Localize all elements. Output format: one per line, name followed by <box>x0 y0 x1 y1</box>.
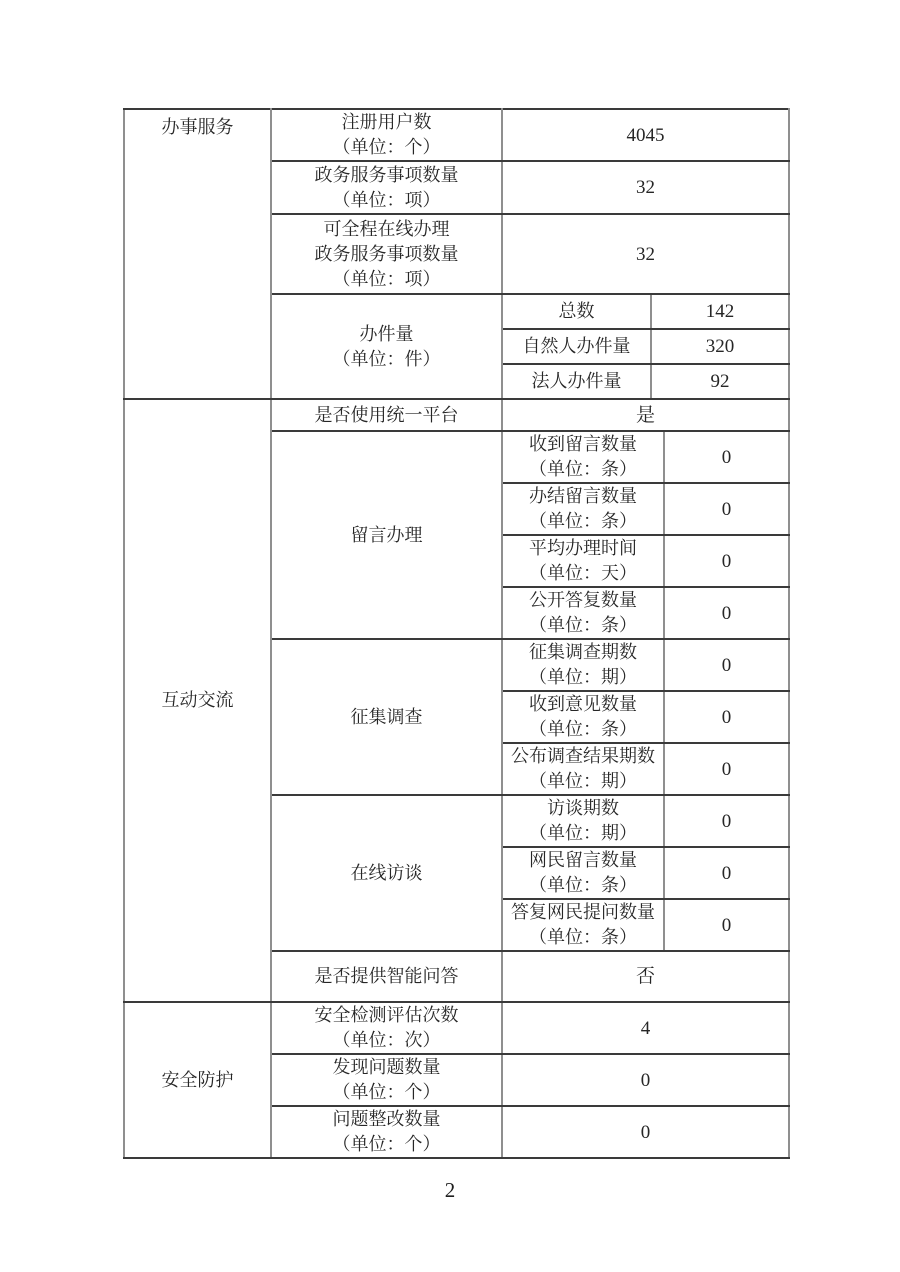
value-messages-resolved: 0 <box>664 483 789 535</box>
value-case-legal-person: 92 <box>651 364 789 399</box>
label-line: 公开答复数量 <box>529 590 637 610</box>
sublabel-netizen-questions-answered <box>502 899 664 951</box>
value-netizen-messages: 0 <box>664 847 789 899</box>
value-security-assessments: 4 <box>502 1002 789 1054</box>
label-line: 收到留言数量 <box>529 434 637 454</box>
value-public-replies: 0 <box>664 587 789 639</box>
unit-line: （单位：期） <box>529 667 637 687</box>
group-cell-interaction: 互动交流 <box>124 399 271 1002</box>
label-online-interview: 在线访谈 <box>271 795 502 951</box>
label-unified-platform: 是否使用统一平台 <box>271 399 502 431</box>
value-messages-received: 0 <box>664 431 789 483</box>
label-security-assessments <box>271 1002 502 1054</box>
unit-line: （单位：项） <box>332 189 441 210</box>
sublabel-messages-received <box>502 431 664 483</box>
sublabel-average-handling-time <box>502 535 664 587</box>
label-line: 问题整改数量 <box>332 1109 441 1129</box>
unit-line: （单位：条） <box>529 615 637 635</box>
label-line: 办结留言数量 <box>529 486 637 506</box>
label-line: 平均办理时间 <box>529 538 637 558</box>
value-opinions-received: 0 <box>664 691 789 743</box>
label-line: 收到意见数量 <box>529 694 637 714</box>
label-line: 公布调查结果期数 <box>511 746 655 766</box>
label-smart-qa: 是否提供智能问答 <box>271 951 502 1002</box>
statistics-table <box>123 108 790 1159</box>
value-full-online-items: 32 <box>502 214 789 294</box>
unit-line: （单位：个） <box>332 1134 441 1154</box>
label-line: 发现问题数量 <box>332 1057 441 1077</box>
unit-line: （单位：天） <box>529 563 637 583</box>
sublabel-survey-results-published <box>502 743 664 795</box>
value-survey-results-published: 0 <box>664 743 789 795</box>
unit-line: （单位：条） <box>529 511 637 531</box>
label-line: 政务服务事项数量 <box>314 243 459 264</box>
unit-line: （单位：项） <box>332 268 441 289</box>
sublabel-survey-periods <box>502 639 664 691</box>
group-cell-security: 安全防护 <box>124 1002 271 1158</box>
unit-line: （单位：期） <box>529 823 637 843</box>
label-case-volume <box>271 294 502 399</box>
label-line: 访谈期数 <box>547 798 619 818</box>
unit-line: （单位：条） <box>529 719 637 739</box>
unit-line: （单位：个） <box>332 137 441 157</box>
unit-line: （单位：条） <box>529 459 637 479</box>
label-full-online-items <box>271 214 502 294</box>
value-service-items: 32 <box>502 161 789 214</box>
unit-line: （单位：条） <box>529 927 637 947</box>
unit-line: （单位：次） <box>332 1030 441 1050</box>
sublabel-public-replies <box>502 587 664 639</box>
label-problems-rectified <box>271 1106 502 1158</box>
value-unified-platform: 是 <box>502 399 789 431</box>
unit-line: （单位：件） <box>332 348 441 369</box>
label-line: 注册用户数 <box>341 112 432 132</box>
value-survey-periods: 0 <box>664 639 789 691</box>
group-cell-services: 办事服务 <box>124 109 271 399</box>
page-number: 2 <box>444 1178 456 1202</box>
label-line: 征集调查期数 <box>529 642 637 662</box>
value-case-total: 142 <box>651 294 789 329</box>
sublabel-interview-periods <box>502 795 664 847</box>
label-line: 可全程在线办理 <box>323 218 450 239</box>
label-registered-users <box>271 109 502 161</box>
label-service-items <box>271 161 502 214</box>
label-line: 办件量 <box>359 323 414 344</box>
value-interview-periods: 0 <box>664 795 789 847</box>
label-problems-found <box>271 1054 502 1106</box>
label-line: 政务服务事项数量 <box>314 164 459 185</box>
unit-line: （单位：个） <box>332 1082 441 1102</box>
label-line: 网民留言数量 <box>529 850 637 870</box>
unit-line: （单位：期） <box>529 771 637 791</box>
sublabel-messages-resolved <box>502 483 664 535</box>
value-case-natural-person: 320 <box>651 329 789 364</box>
sublabel-netizen-messages <box>502 847 664 899</box>
value-average-handling-time: 0 <box>664 535 789 587</box>
label-message-handling: 留言办理 <box>271 431 502 639</box>
sublabel-case-total: 总数 <box>502 294 651 329</box>
value-smart-qa: 否 <box>502 951 789 1002</box>
sublabel-opinions-received <box>502 691 664 743</box>
label-line: 答复网民提问数量 <box>511 902 655 922</box>
unit-line: （单位：条） <box>529 875 637 895</box>
value-problems-rectified: 0 <box>502 1106 789 1158</box>
value-netizen-questions-answered: 0 <box>664 899 789 951</box>
value-problems-found: 0 <box>502 1054 789 1106</box>
sublabel-case-natural-person: 自然人办件量 <box>502 329 651 364</box>
sublabel-case-legal-person: 法人办件量 <box>502 364 651 399</box>
label-survey-collection: 征集调查 <box>271 639 502 795</box>
label-line: 安全检测评估次数 <box>314 1005 459 1025</box>
value-registered-users: 4045 <box>502 109 789 161</box>
